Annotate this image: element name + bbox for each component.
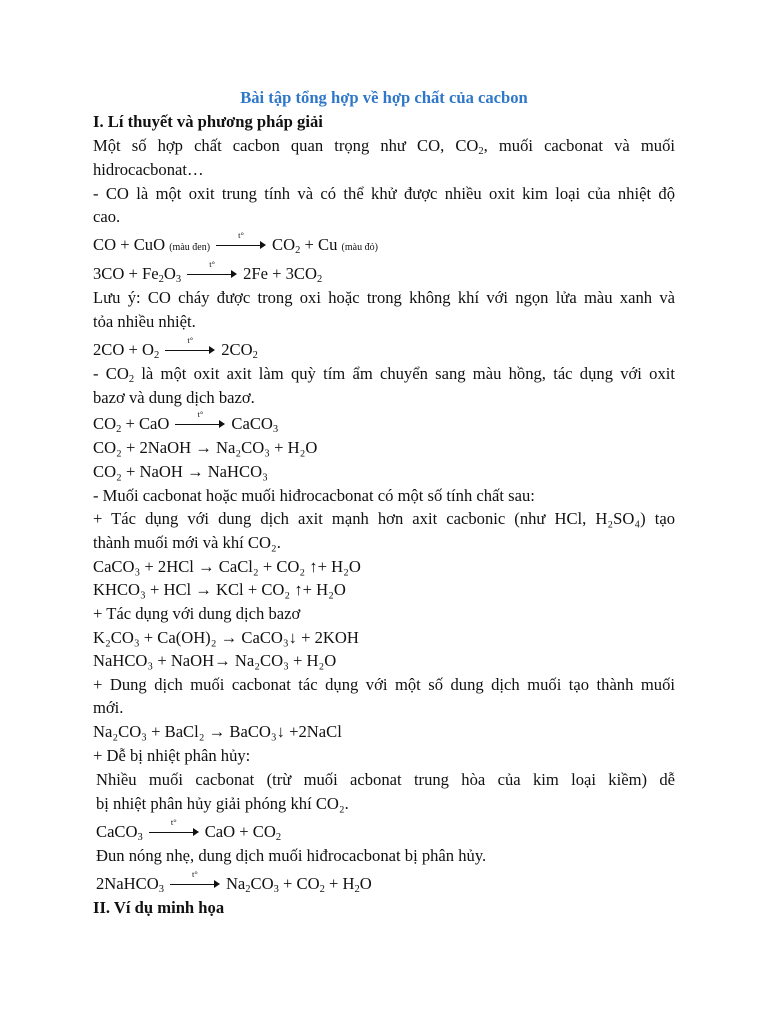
paragraph-salts: - Muối cacbonat hoặc muối hiđrocacbonat có một số tính chất sau: xyxy=(93,486,535,505)
paragraph-co2-line-1: - $CO_2$ là một oxit axit làm quỳ tím ẩm chuyển sang màu hồng, tác dụng với oxit xyxy=(93,364,675,385)
reaction-co2-2naoh: CO₂ + 2NaOH → Na₂CO₃ + H₂O xyxy=(93,438,318,457)
reaction-co-fe2o3: $3CO + Fe_2O_3$ t° $2Fe + 3CO_2$ xyxy=(93,259,323,285)
reaction-caco3-decomposition: CaCO$_3$ t° CaO + $CO_2$ xyxy=(96,817,282,843)
reaction-caco3-hcl: CaCO₃ + 2HCl → CaCl₂ + CO₂ ↑+ H₂O xyxy=(93,557,361,576)
reaction-khco3-hcl: KHCO₃ + HCl → KCl + CO₂ ↑+ H₂O xyxy=(93,580,346,599)
note-line-2: tỏa nhiều nhiệt. xyxy=(93,312,196,331)
arrow-icon: t° xyxy=(149,825,199,837)
paragraph-salt-salt-line-2: mới. xyxy=(93,698,124,717)
reaction-co-combustion: $2CO + O_2$ t° $2CO_2$ xyxy=(93,335,258,361)
paragraph-heat-1: + Dễ bị nhiệt phân hủy: xyxy=(93,746,251,765)
arrow-icon: t° xyxy=(170,877,220,889)
arrow-icon: t° xyxy=(216,238,266,250)
paragraph-salt-salt-line-1: + Dung dịch muối cacbonat tác dụng với một số dung dịch muối tạo thành muối xyxy=(93,675,675,694)
reaction-k2co3-caoh2: K₂CO₃ + Ca(OH)₂ → CaCO₃↓ + 2KOH xyxy=(93,628,359,647)
reaction-co-cuo: CO + CuO (màu đen) t° $CO_2 + Cu$ (màu đỏ) xyxy=(93,230,378,256)
paragraph-intro-line-2: hidrocacbonat… xyxy=(93,160,204,179)
paragraph-co2-line-2: bazơ và dung dịch bazơ. xyxy=(93,388,255,407)
section-heading-examples: II. Ví dụ minh họa xyxy=(93,898,225,917)
reaction-nahco3-naoh: NaHCO₃ + NaOH→ Na₂CO₃ + H₂O xyxy=(93,651,337,670)
reaction-nahco3-decomposition: 2NaHCO$_3$ t° $Na_2CO_3 + CO_2 + H_2O$ xyxy=(96,869,372,895)
reaction-co2-cao: $CO_2$ + CaO t° CaCO$_3$ xyxy=(93,409,279,435)
paragraph-co-line-2: cao. xyxy=(93,207,121,226)
paragraph-acid-line-2: thành muối mới và khí CO₂. xyxy=(93,533,281,552)
reaction-na2co3-bacl2: Na₂CO₃ + BaCl₂ → BaCO₃↓ +2NaCl xyxy=(93,722,342,741)
arrow-icon: t° xyxy=(165,343,215,355)
paragraph-intro-line-1: Một số hợp chất cacbon quan trọng như CO, $CO_2$, muối cacbonat và muối xyxy=(93,136,675,157)
arrow-icon: t° xyxy=(187,267,237,279)
section-heading-theory: I. Lí thuyết và phương pháp giải xyxy=(93,112,323,131)
document-title: Bài tập tổng hợp về hợp chất của cacbon xyxy=(240,88,528,107)
paragraph-heat-4: Đun nóng nhẹ, dung dịch muối hiđrocacbonat bị phân hủy. xyxy=(96,846,487,865)
reaction-co2-naoh: CO₂ + NaOH → NaHCO₃ xyxy=(93,462,268,481)
paragraph-acid-line-1: + Tác dụng với dung dịch axit mạnh hơn axit cacbonic (như HCl, H₂SO₄) tạo xyxy=(93,509,675,528)
paragraph-heat-3: bị nhiệt phân hủy giải phóng khí CO₂. xyxy=(96,794,349,813)
arrow-icon: t° xyxy=(175,417,225,429)
paragraph-co-line-1: - CO là một oxit trung tính và có thể khử được nhiều oxit kim loại của nhiệt độ xyxy=(93,184,675,203)
note-line-1: Lưu ý: CO cháy được trong oxi hoặc trong không khí với ngọn lửa màu xanh và xyxy=(93,288,675,307)
paragraph-heat-2: Nhiều muối cacbonat (trừ muối acbonat trung hòa của kim loại kiềm) dễ xyxy=(96,770,675,789)
paragraph-base: + Tác dụng với dung dịch bazơ xyxy=(93,604,301,623)
